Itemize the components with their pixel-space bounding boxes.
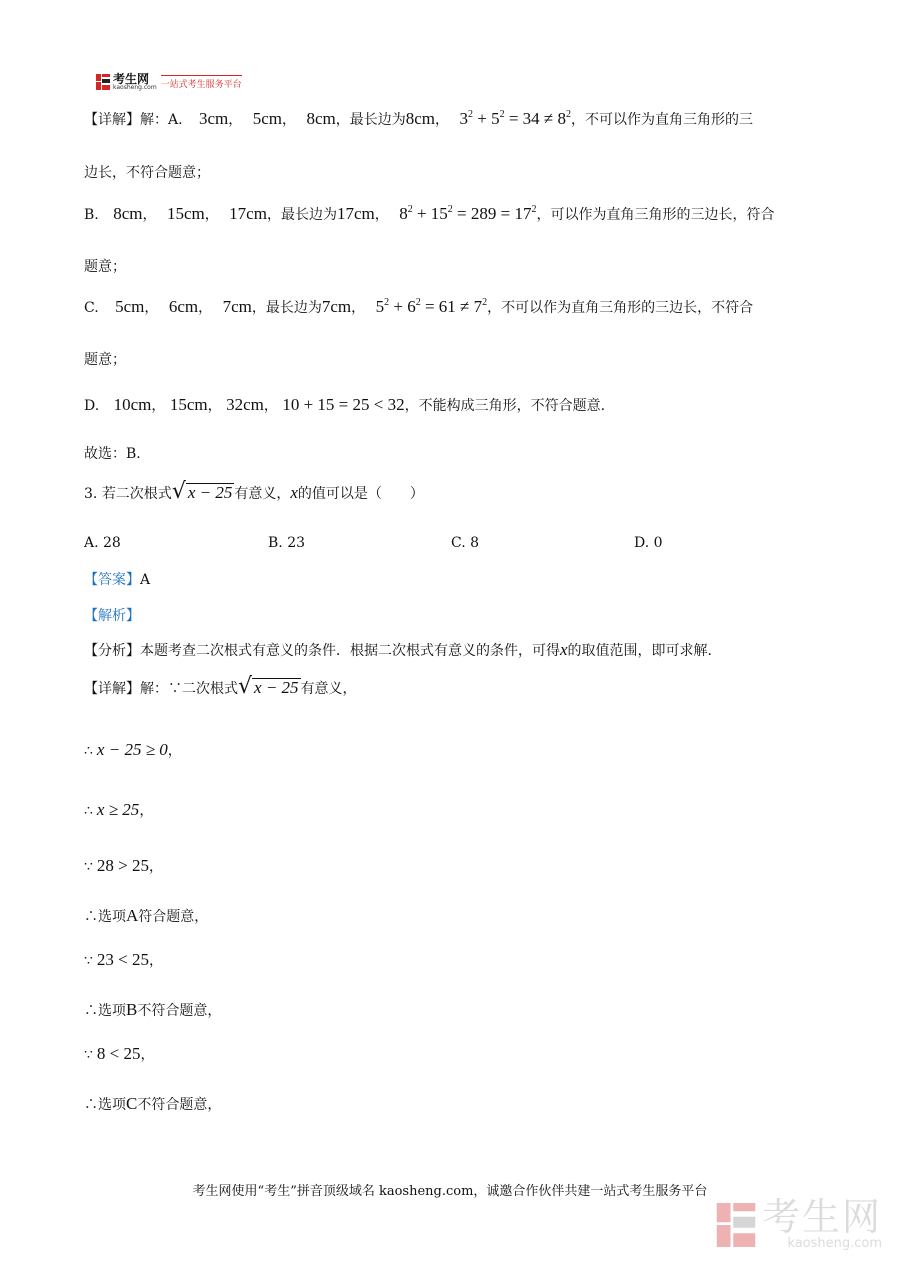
opt-c-label: C.	[84, 300, 99, 316]
watermark-cn: 考生网	[762, 1195, 883, 1239]
opt-c-side-1: 5cm	[115, 297, 145, 316]
q3-detail-sqrt	[238, 676, 301, 698]
opt-b-side-2: 15cm	[166, 204, 205, 223]
watermark-logo-icon	[716, 1203, 756, 1247]
opt-b-equation: $8^2 + 15^2 = 289 = 17^2$	[399, 204, 537, 223]
watermark-text	[762, 1195, 883, 1251]
step-7: ∵ 8 < 25，	[84, 1044, 155, 1063]
fenxi-tag: 【分析】	[84, 643, 140, 659]
sqrt-icon: √	[238, 674, 253, 699]
q3-stem-mid: 有意义，	[234, 486, 291, 502]
detail-pre: 解：∵二次根式	[140, 681, 238, 697]
detail-post: 有意义，	[300, 681, 357, 697]
answer-value: A	[140, 572, 151, 588]
q3-stem-post: 的值可以是（ ）	[297, 486, 424, 502]
opt-b-longest: 17cm	[336, 204, 375, 223]
logo-brand-en: kaosheng.com	[113, 84, 157, 91]
opt-d-tail: ，不能构成三角形，不符合题意.	[404, 398, 606, 414]
detail-line-a: 【详解】解：A. 3cm， 5cm， 8cm，最长边为8cm， $3^2 + 5^2 = 34 \ne 8^2$，不可以作为直角三角形的三	[84, 109, 754, 128]
q3-option-b: B. 23	[268, 535, 306, 551]
q3-sqrt	[172, 481, 235, 503]
step-3: ∵ 28 > 25，	[84, 856, 164, 875]
q3-option-c: C. 8	[451, 535, 480, 551]
opt-a-tail-line: 边长，不符合题意；	[84, 165, 210, 181]
q3-number: 3.	[84, 486, 98, 502]
watermark-en: kaosheng.com	[787, 1236, 883, 1251]
opt-b-tail: ，可以作为直角三角形的三边长，符合	[536, 207, 775, 223]
opt-d-side-1: 10cm	[113, 395, 152, 414]
q3-answer	[84, 569, 150, 589]
opt-a-side-1: 3cm	[199, 109, 229, 128]
watermark	[716, 1195, 883, 1251]
step-2: ∴ x ≥ 25，	[84, 800, 154, 819]
kaosheng-logo-icon	[96, 74, 110, 90]
q2-choice: 故选：B.	[84, 446, 141, 462]
step-5: ∵ 23 < 25，	[84, 950, 164, 969]
q3-radicand: x − 25	[187, 483, 233, 503]
fenxi-var: x	[560, 640, 568, 659]
logo-text	[113, 73, 157, 91]
opt-b-longest-text: ，最长边为	[266, 207, 337, 223]
q3-var: x	[290, 483, 298, 502]
step-6: ∴选项B不符合题意，	[84, 1000, 222, 1019]
opt-a-longest: 8cm	[405, 109, 436, 128]
q3-detail-radicand: x − 25	[254, 678, 299, 698]
step-4: ∴选项A符合题意，	[84, 906, 209, 925]
opt-b-side-3: 17cm	[229, 204, 267, 223]
fenxi-text-2: 的取值范围，即可求解．	[567, 643, 722, 659]
opt-c-tail: ，不可以作为直角三角形的三边长，不符合	[487, 300, 754, 316]
detail-line-c: C. 5cm， 6cm， 7cm，最长边为7cm， $5^2 + 6^2 = 61 \ne 7^2$，不可以作为直角三角形的三边长，不符合	[84, 297, 754, 316]
opt-c-equation: $5^2 + 6^2 = 61 \ne 7^2$	[375, 297, 488, 316]
q3-option-a: A. 28	[84, 535, 121, 551]
answer-tag: 【答案】	[84, 572, 140, 588]
opt-b-label: B.	[84, 207, 99, 223]
opt-c-side-3: 7cm	[222, 297, 252, 316]
opt-a-label: A.	[168, 112, 183, 128]
opt-c-side-2: 6cm	[168, 297, 199, 316]
opt-c-longest: 7cm	[321, 297, 352, 316]
opt-a-equation: $3^2 + 5^2 = 34 \ne 8^2$	[459, 109, 572, 128]
q3-detail	[84, 674, 357, 704]
fenxi-text-1: 本题考查二次根式有意义的条件．根据二次根式有意义的条件，可得	[140, 643, 560, 659]
step-8: ∴选项C不符合题意，	[84, 1094, 222, 1113]
opt-b-tail-line: 题意；	[84, 259, 126, 275]
header-logo	[96, 73, 242, 91]
opt-c-longest-text: ，最长边为	[251, 300, 322, 316]
step-1: ∴ x − 25 ≥ 0，	[84, 740, 182, 759]
opt-c-tail-line: 题意；	[84, 352, 126, 368]
detail-tag: 【详解】	[84, 112, 140, 128]
opt-d-side-2: 15cm	[169, 395, 208, 414]
opt-a-side-2: 5cm	[252, 109, 283, 128]
logo-slogan: 一站式考生服务平台	[161, 75, 242, 90]
detail-intro: 解：	[140, 112, 168, 128]
q3-stem	[84, 478, 424, 509]
opt-d-side-3: 32cm	[226, 395, 264, 414]
analysis-tag: 【解析】	[84, 608, 140, 624]
opt-a-longest-text: ，最长边为	[335, 112, 406, 128]
opt-b-side-1: 8cm	[113, 204, 143, 223]
q3-stem-pre: 若二次根式	[101, 486, 172, 502]
detail-line-b: B. 8cm， 15cm， 17cm，最长边为17cm， $8^2 + 15^2 = 289 = 17^2$，可以作为直角三角形的三边长，符合	[84, 204, 775, 223]
q3-option-d: D. 0	[634, 535, 663, 551]
detail-line-d: D. 10cm， 15cm， 32cm， 10 + 15 = 25 < 32，不能构成三角形，不符合题意.	[84, 395, 606, 414]
opt-a-side-3: 8cm	[306, 109, 336, 128]
logo-brand-cn: 考生网	[113, 72, 150, 86]
sqrt-icon: √	[171, 479, 186, 504]
page-footer: 考生网使用“考生”拼音顶级域名 kaosheng.com，诚邀合作伙伴共建一站式考生服务平台	[192, 1184, 708, 1199]
opt-a-tail: ，不可以作为直角三角形的三	[571, 112, 754, 128]
q3-fenxi	[84, 640, 722, 660]
detail-tag-3: 【详解】	[84, 681, 140, 697]
opt-d-equation: 10 + 15 = 25 < 32	[282, 395, 405, 414]
opt-d-label: D.	[84, 398, 100, 414]
